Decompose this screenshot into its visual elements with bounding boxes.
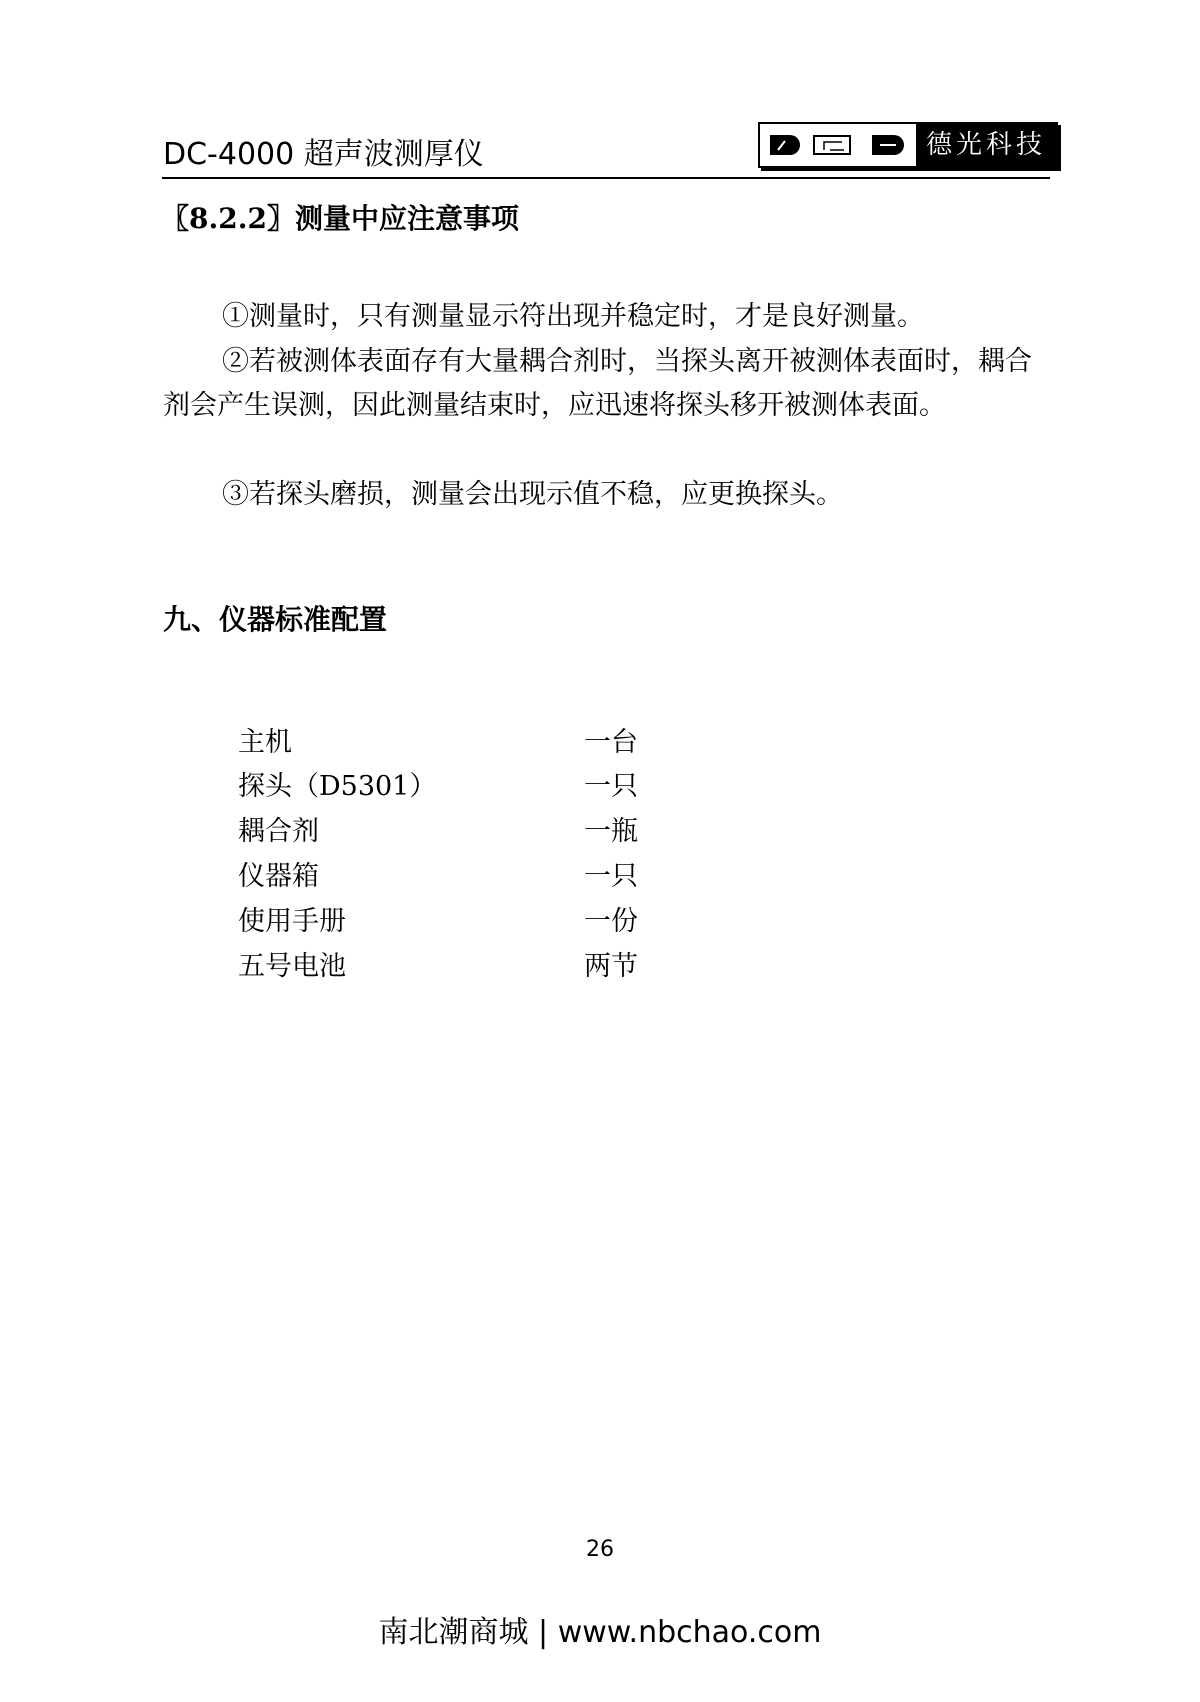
header-divider bbox=[162, 177, 1050, 179]
document-title: DC-4000 超声波测厚仪 bbox=[163, 137, 484, 172]
section-heading: 〖8.2.2〗测量中应注意事项 bbox=[161, 202, 519, 235]
paragraph-1: ①测量时，只有测量显示符出现并稳定时，才是良好测量。 bbox=[222, 301, 924, 332]
footer-watermark[interactable]: 南北潮商城 | www.nbchao.com bbox=[378, 1615, 822, 1650]
config-item-qty: 两节 bbox=[584, 951, 638, 982]
logo-text: 德光科技 bbox=[916, 124, 1056, 166]
config-item-name: 探头（D5301） bbox=[238, 771, 437, 802]
company-logo bbox=[758, 122, 1058, 168]
config-item-name: 耦合剂 bbox=[238, 816, 319, 847]
section-heading: 九、仪器标准配置 bbox=[163, 603, 388, 636]
dgd-logo-icon bbox=[768, 133, 912, 157]
config-item-qty: 一台 bbox=[584, 727, 638, 758]
config-item-qty: 一只 bbox=[584, 861, 638, 892]
config-item-name: 五号电池 bbox=[238, 951, 346, 982]
config-item-name: 使用手册 bbox=[238, 906, 346, 937]
paragraph-2: ②若被测体表面存有大量耦合剂时，当探头离开被测体表面时，耦合剂会产生误测，因此测量结束时，应迅速将探头移开被测体表面。 bbox=[163, 346, 1032, 421]
config-item-qty: 一份 bbox=[584, 906, 638, 937]
config-item-name: 仪器箱 bbox=[238, 861, 319, 892]
config-item-qty: 一只 bbox=[584, 771, 638, 802]
config-item-name: 主机 bbox=[238, 727, 292, 758]
config-item-qty: 一瓶 bbox=[584, 816, 638, 847]
paragraph-3: ③若探头磨损，测量会出现示值不稳，应更换探头。 bbox=[222, 479, 843, 510]
page-number: 26 bbox=[586, 1537, 614, 1562]
